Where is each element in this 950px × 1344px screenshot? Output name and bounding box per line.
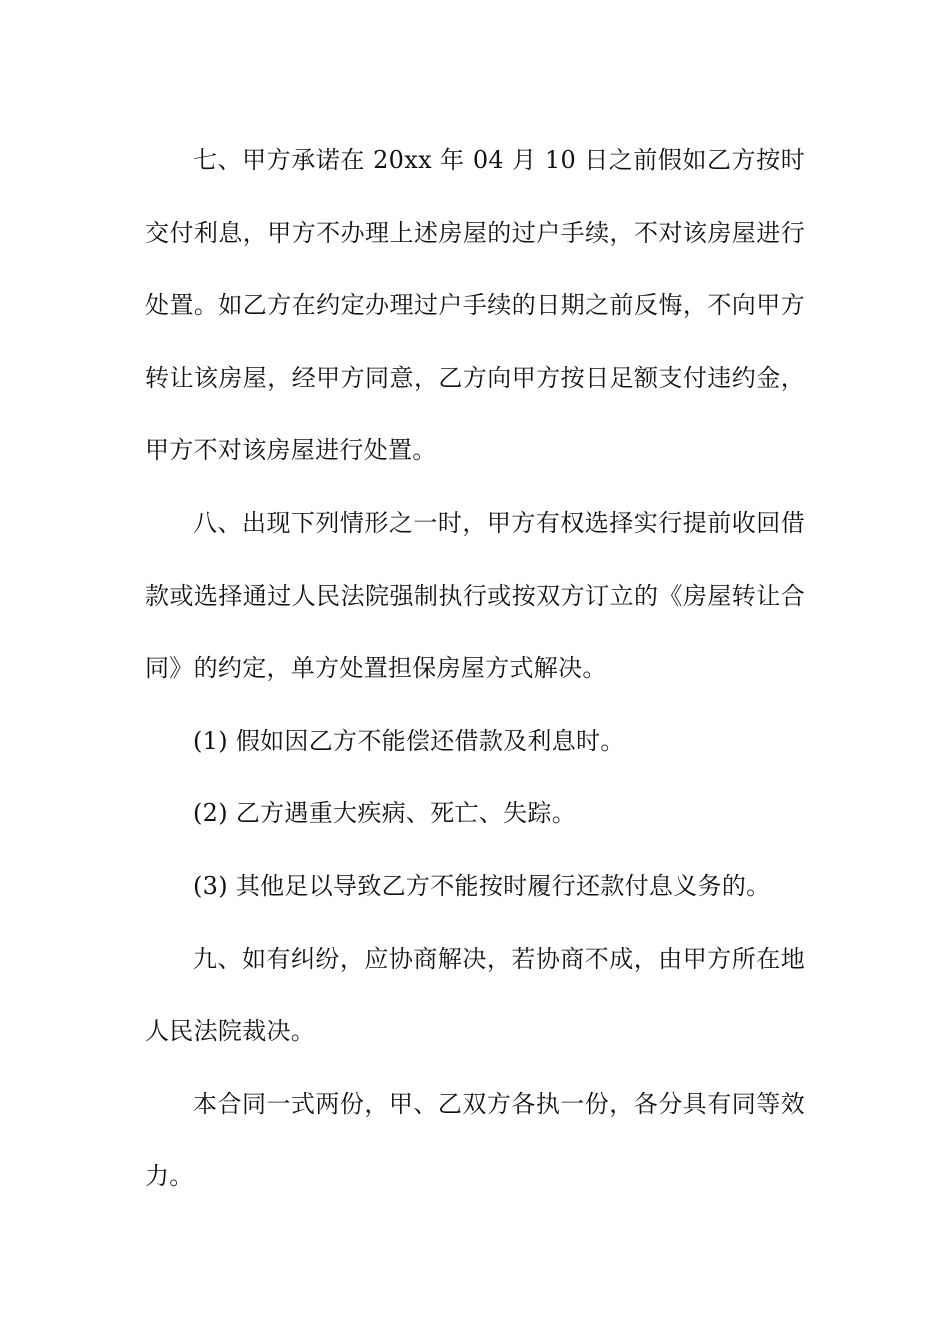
clause-eight-item-2: (2) 乙方遇重大疾病、死亡、失踪。	[193, 799, 577, 828]
clause-eight-paragraph: 八、出现下列情形之一时，甲方有权选择实行提前收回借款或选择通过人民法院强制执行或按双方订立的《房屋转让合同》的约定，单方处置担保房屋方式解决。	[145, 508, 805, 683]
clause-nine-paragraph: 九、如有纠纷，应协商解决，若协商不成，由甲方所在地人民法院裁决。	[145, 944, 805, 1046]
clause-seven-paragraph: 七、甲方承诺在 20xx 年 04 月 10 日之前假如乙方按时交付利息，甲方不办理上述房屋的过户手续，不对该房屋进行处置。如乙方在约定办理过户手续的日期之前反悔，不向甲方转让该房屋，经甲方同意，乙方向甲方按日足额支付违约金，甲方不对该房屋进行处置。	[145, 146, 805, 465]
document-body	[145, 124, 805, 1213]
clause-eight-item-3: (3) 其他足以导致乙方不能按时履行还款付息义务的。	[193, 871, 771, 900]
closing-paragraph: 本合同一式两份，甲、乙双方各执一份，各分具有同等效力。	[145, 1089, 805, 1191]
clause-eight-item-1: (1) 假如因乙方不能偿还借款及利息时。	[193, 726, 625, 755]
